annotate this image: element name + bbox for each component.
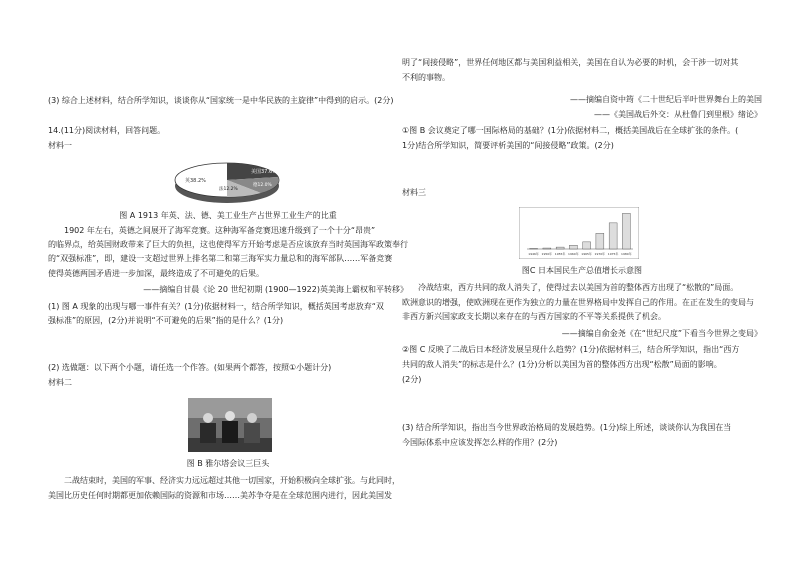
material-1-line-2: 的临界点，给英国财政带来了巨大的负担，这也使得军方开始考虑是否应该放弃当时英国海军政策奉行 bbox=[48, 240, 408, 249]
material-3-source: ——摘编自俞金尧《在“世纪尺度”下看当今世界之变局》 bbox=[561, 329, 762, 338]
chart-tick-label: 1960年 bbox=[568, 252, 579, 256]
chart-tick-label: 1970年 bbox=[594, 252, 606, 256]
pie-label-uk: 英38.2% bbox=[185, 178, 206, 184]
chart-tick-label: 1950年 bbox=[541, 252, 553, 256]
q-option-2-line-3: (2分) bbox=[402, 375, 422, 384]
chart-bar bbox=[556, 247, 564, 249]
material-2-source-1: ——摘编自资中筠《二十世纪后半叶世界舞台上的美国 bbox=[570, 95, 762, 104]
figure-c-bar-chart bbox=[519, 207, 639, 259]
chart-bar bbox=[543, 248, 551, 249]
material-2-cont-line-1: 明了“间接侵略”，世界任何地区都与美国利益相关，美国在自认为必要的时机，会干涉一切对其 bbox=[402, 58, 739, 67]
material-1-line-3: 的“双强标准”，即，建设一支超过世界上排名第二和第三海军实力量总和的海军部队……军备竞赛 bbox=[48, 254, 393, 263]
chart-bar bbox=[622, 213, 630, 249]
figure-a-caption: 图 A 1913 年英、法、德、美工业生产占世界工业生产的比重 bbox=[119, 211, 337, 220]
chart-bar bbox=[569, 245, 577, 249]
q-option-2-line-2: 共同的敌人消失”的标志是什么？(1分)分析以美国为首的整体西方出现“松散”局面的影响。 bbox=[402, 360, 722, 369]
chart-bar bbox=[609, 223, 617, 249]
material-1-source: ——摘编自甘晨《论 20 世纪初期 (1900—1922)英美海上霸权和平转移》 bbox=[143, 285, 408, 294]
chart-bar bbox=[583, 242, 591, 249]
material-1-title: 材料一 bbox=[48, 141, 72, 150]
pie-label-de: 德12.0% bbox=[253, 183, 272, 188]
q3-right-line-2: 今国际体系中应该发挥怎么样的作用？(2分) bbox=[402, 438, 558, 447]
left-q3-prompt: (3) 综合上述材料，结合所学知识，谈谈你从“国家统一是中华民族的主旋律”中得到的启示。(2分) bbox=[48, 96, 394, 105]
chart-bar bbox=[596, 233, 604, 249]
q14-heading: 14.(11分)阅读材料，回答问题。 bbox=[48, 126, 166, 135]
chart-tick-label: 1955年 bbox=[554, 252, 566, 256]
pie-label-us: 美国37.6% bbox=[251, 169, 277, 175]
material-3-line-2: 欧洲意识的增强，使欧洲现在更作为独立的力量在世界格局中发挥自己的作用。在正在发生的变局与 bbox=[402, 298, 754, 307]
material-2-title: 材料二 bbox=[48, 378, 72, 387]
chart-tick-label: 1975年 bbox=[607, 252, 619, 256]
material-2-line-1: 二战结束时，美国的军事、经济实力远远超过其他一切国家，开始积极向全球扩张。与此同时， bbox=[64, 476, 400, 485]
material-1-line-1: 1902 年左右，英德之间展开了海军竞赛。这种海军备竞赛迅速升级到了一个十分“昂贵” bbox=[64, 226, 376, 235]
q1-line-2: 强标准”的原因，(2分)并说明“不可避免的后果”指的是什么？(1分) bbox=[48, 316, 284, 325]
material-2-line-2: 美国比历史任何时期都更加依赖国际的资源和市场……美苏争夺是在全球范围内进行，因此美国发 bbox=[48, 491, 392, 500]
q-option-1-line-1: ①图 B 会议奠定了哪一国际格局的基础？(1分)依据材料二，概括美国战后在全球扩张的条件。( bbox=[402, 126, 739, 135]
q3-right-line-1: (3) 结合所学知识，指出当今世界政治格局的发展趋势。(1分)综上所述，谈谈你认为我国在当 bbox=[402, 423, 732, 432]
material-3-line-1: 冷战结束，西方共同的敌人消失了，使得过去以美国为首的整体西方出现了“松散的”局面。 bbox=[418, 283, 739, 292]
q-option-2-line-1: ②图 C 反映了二战后日本经济发展呈现什么趋势？(1分)依据材料三，结合所学知识，指出“西方 bbox=[402, 345, 740, 354]
material-2-cont-line-2: 不利的事物。 bbox=[402, 73, 450, 82]
figure-a-pie-chart bbox=[167, 158, 287, 208]
figure-c-caption: 图C 日本国民生产总值增长示意图 bbox=[521, 266, 643, 275]
chart-tick-label: 1965年 bbox=[581, 252, 592, 256]
pie-label-fr: 法12.2% bbox=[219, 187, 238, 192]
material-3-title: 材料三 bbox=[402, 188, 426, 197]
q1-line-1: (1) 图 A 现象的出现与哪一事件有关？(1分)依据材料一，结合所学知识，概括英国考虑放弃“双 bbox=[48, 302, 384, 311]
chart-tick-label: 1946年 bbox=[528, 252, 539, 256]
material-2-source-2: ——《美国战后外交：从杜鲁门到里根》绪论》 bbox=[594, 110, 762, 119]
figure-b-caption: 图 B 雅尔塔会议三巨头 bbox=[186, 459, 270, 468]
material-3-line-3: 非西方新兴国家政支长期以来存在的与西方国家的不平等关系提供了机会。 bbox=[402, 312, 666, 321]
figure-b-photo bbox=[188, 398, 272, 452]
chart-tick-label: 1980年 bbox=[621, 252, 632, 256]
material-1-line-4: 使得英德两国矛盾进一步加深，最终造成了不可避免的后果。 bbox=[48, 269, 264, 278]
q-option-1-line-2: 1分)结合所学知识，简要评析美国的“间接侵略”政策。(2分) bbox=[402, 141, 614, 150]
q2-prompt: (2) 选做题：以下两个小题，请任选一个作答。(如果两个都答，按照①小题计分) bbox=[48, 363, 332, 372]
